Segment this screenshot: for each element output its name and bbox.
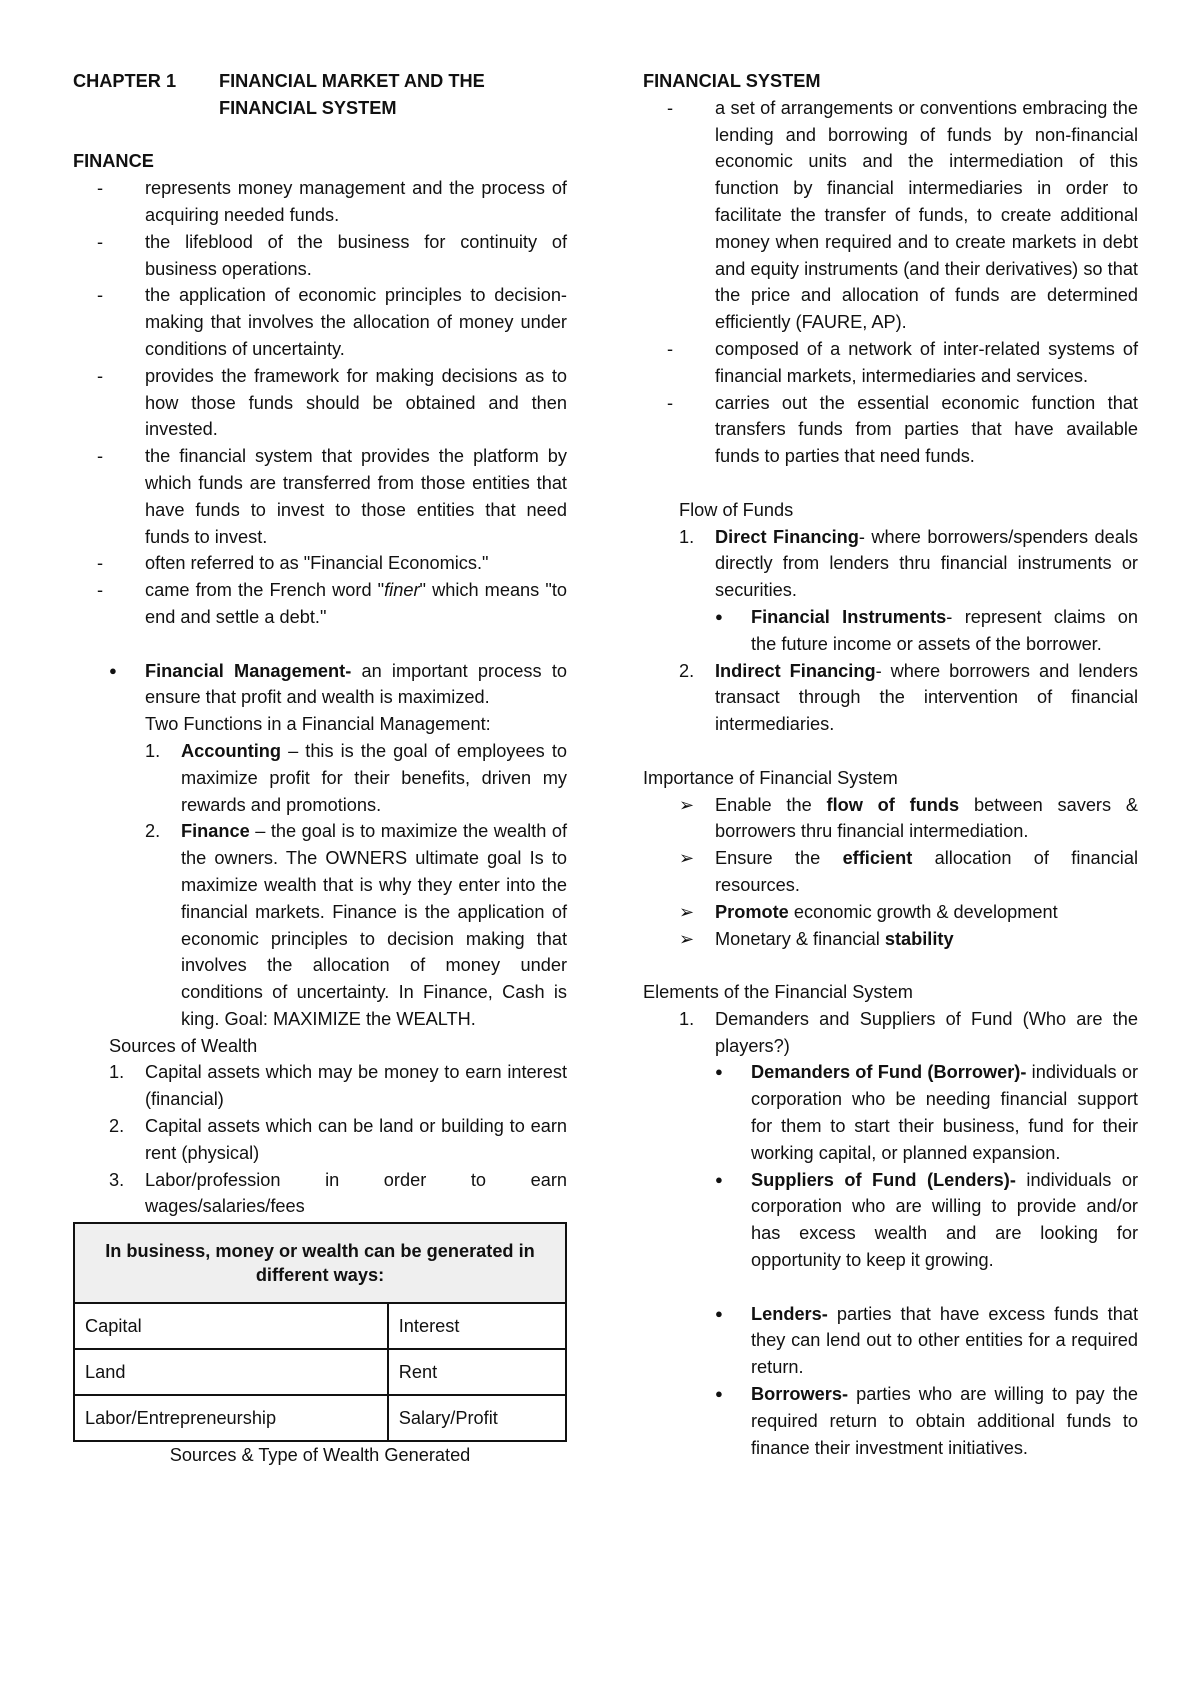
chapter-title-line-2: FINANCIAL SYSTEM [219,97,397,118]
suppliers-item: ● Suppliers of Fund (Lenders)- individuals or corporation who are willing to provide and/or has excess wealth and are looking for opportunity to keep it growing. [715,1169,1139,1271]
lenders-item: ● Lenders- parties that have excess funds that they can lend out to other entities for a required return. [715,1303,1138,1378]
finance-item: - the lifeblood of the business for continuity of business operations. [97,231,567,279]
finance-item: - came from the French word "finer" which means "to end and settle a debt." [97,580,567,627]
financial-system-item: - composed of a network of inter-related systems of financial markets, intermediaries and services. [667,338,1138,386]
finance-item: - often referred to as "Financial Economics." [97,553,489,574]
flow-item-direct: 1. Direct Financing- where borrowers/spenders deals directly from lenders thru financial instruments or securities. [679,526,1138,601]
financial-instruments-item: ● Financial Instruments- represent claims on the future income or assets of the borrower. [715,606,1138,654]
finance-heading: FINANCE [73,151,154,172]
function-item-finance: 2. Finance – the goal is to maximize the wealth of the owners. The OWNERS ultimate goal Is to maximize wealth that is why they enter into the financial markets. Finance is the application of economic principles to decision making that involves the allocation of money under conditions of uncertainty. In Finance, Cash is king. Goal: MAXIMIZE the WEALTH. [145,821,567,1029]
wealth-table [73,1222,567,1442]
table-row: Land Rent [74,1349,566,1395]
table-row: Labor/Entrepreneurship Salary/Profit [74,1395,566,1441]
flow-item-indirect: 2. Indirect Financing- where borrowers and lenders transact through the intervention of financial intermediaries. [679,660,1138,735]
demanders-item: ● Demanders of Fund (Borrower)- individuals or corporation who be needing financial support for them to start their business, fund for their working capital, or planned expansion. [715,1062,1138,1163]
importance-item: ➢ Monetary & financial stability [679,928,954,949]
source-item: 2. Capital assets which can be land or building to earn rent (physical) [109,1116,567,1163]
importance-item: ➢ Promote economic growth & development [679,901,1058,922]
importance-item: ➢ Enable the flow of funds between savers & borrowers thru financial intermediation. [679,794,1139,842]
sources-heading: Sources of Wealth [109,1035,258,1056]
table-row: Capital Interest [74,1303,566,1349]
financial-management-item: ● Financial Management- an important process to ensure that profit and wealth is maximized. [109,660,567,708]
function-item-accounting: 1. Accounting – this is the goal of employees to maximize profit for their benefits, driven my rewards and promotions. [145,740,567,815]
finance-item: - provides the framework for making decisions as to how those funds should be obtained and then invested. [97,365,567,440]
two-functions-label: Two Functions in a Financial Management: [145,714,491,735]
finance-item: - the financial system that provides the platform by which funds are transferred from those entities that have funds to invest to those entities that need funds to invest. [97,446,567,547]
left-column [73,68,567,1469]
importance-item: ➢ Ensure the efficient allocation of financial resources. [679,848,1139,895]
financial-system-item: - a set of arrangements or conventions embracing the lending and borrowing of funds by non-financial economic units and the intermediation of this function by financial intermediaries in order to facilitate the transfer of funds, to create additional money when required and to create markets in debt and equity instruments (and their derivatives) so that the price and allocation of funds are determined efficiently (FAURE, AP). [667,97,1138,333]
financial-system-item: - carries out the essential economic function that transfers funds from parties that have available funds to parties that need funds. [667,392,1138,467]
chapter-title-line-1: FINANCIAL MARKET AND THE [219,71,485,91]
finance-item: - represents money management and the process of acquiring needed funds. [97,178,567,225]
source-item: 3. Labor/profession in order to earn wages/salaries/fees [109,1169,567,1217]
table-header: In business, money or wealth can be generated in different ways: [74,1223,566,1303]
chapter-title [73,68,567,122]
table-caption: Sources & Type of Wealth Generated [169,1445,471,1466]
finer-word: finer [384,580,420,601]
source-item: 1. Capital assets which may be money to earn interest (financial) [109,1062,567,1110]
chapter-number: CHAPTER 1 [73,71,177,91]
right-column [643,68,1138,1461]
financial-system-heading: FINANCIAL SYSTEM [643,71,821,91]
elements-heading: Elements of the Financial System [643,982,913,1003]
element-item: 1. Demanders and Suppliers of Fund (Who are the players?) [679,1008,1138,1056]
borrowers-item: ● Borrowers- parties who are willing to pay the required return to obtain additional funds to finance their investment initiatives. [715,1384,1138,1458]
importance-heading: Importance of Financial System [643,767,898,788]
finance-item: - the application of economic principles to decision-making that involves the allocation of money under conditions of uncertainty. [97,285,567,359]
flow-of-funds-heading: Flow of Funds [679,499,794,520]
